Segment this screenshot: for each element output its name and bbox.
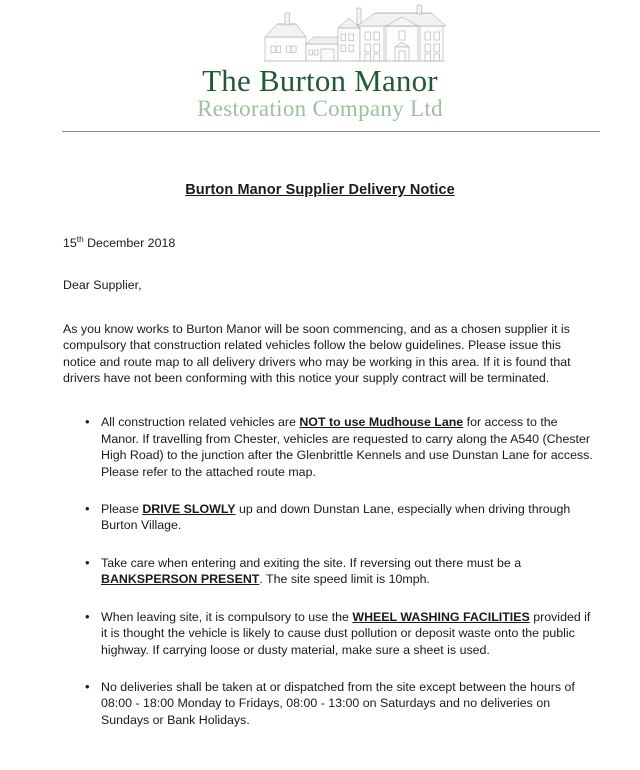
company-tagline: Restoration Company Ltd	[197, 96, 443, 121]
text-run: up and down Dunstan Lane, especially when driving through Burton Village.	[101, 502, 571, 533]
text-run: Please	[101, 502, 143, 517]
salutation: Dear Supplier,	[63, 278, 142, 293]
text-run: Take care when entering and exiting the site. If reversing out there must be a	[101, 555, 522, 570]
header-divider	[62, 131, 600, 132]
emphasised-phrase: WHEEL WASHING FACILITIES	[352, 609, 530, 624]
manor-house-line-drawing-icon	[259, 4, 449, 66]
date-day: 15	[63, 236, 77, 250]
guideline-text	[101, 680, 575, 727]
company-logo	[190, 4, 450, 121]
page-title: Burton Manor Supplier Delivery Notice	[185, 182, 455, 198]
text-run: for access to the Manor. If travelling from Chester, vehicles are requested to carry along the A540 (Chester High Road) to the junction after the Glenbrittle Kennels and use Dunstan Lane for access. Please refer to the attached route map.	[101, 415, 593, 479]
bullet-marker-icon: •	[85, 678, 90, 694]
bullet-marker-icon: •	[85, 554, 90, 570]
guideline-text	[101, 415, 593, 478]
document-body	[0, 176, 640, 728]
guideline-item-mudhouse-lane-restriction	[0, 414, 640, 480]
intro-paragraph: As you know works to Burton Manor will be soon commencing, and as a chosen supplier it is compulsory that construction related vehicles follow the below guidelines. Please issue this notice and route map to all delivery drivers who may be working in this area. If it is found that drivers have not been conforming with this notice your supply contract will be terminated.	[63, 321, 571, 386]
emphasised-phrase: BANKSPERSON PRESENT	[101, 572, 260, 587]
text-run: All construction related vehicles are	[101, 415, 300, 430]
bullet-marker-icon: •	[85, 608, 90, 624]
guideline-text	[101, 610, 590, 657]
letterhead	[0, 0, 640, 121]
text-run: No deliveries shall be taken at or dispatched from the site except between the hours of 08:00 - 18:00 Monday to Fridays, 08:00 - 13:00 on Saturdays and no deliveries on Sundays or Bank Holidays.	[101, 679, 575, 727]
company-name: The Burton Manor	[202, 63, 438, 98]
text-run: . The site speed limit is 10mph.	[259, 572, 430, 587]
letter-date	[0, 235, 640, 251]
emphasised-phrase: DRIVE SLOWLY	[142, 502, 236, 517]
guideline-item-wheel-washing-facilities	[0, 609, 640, 658]
date-ordinal: th	[76, 234, 84, 244]
text-run: provided if it is thought the vehicle is likely to cause dust pollution or deposit waste onto the public highway. If carrying loose or dusty material, make sure a sheet is used.	[101, 609, 591, 657]
emphasised-phrase: NOT to use Mudhouse Lane	[299, 415, 464, 430]
text-run: When leaving site, it is compulsory to use the	[101, 609, 353, 624]
guideline-item-delivery-hours	[0, 679, 640, 728]
bullet-marker-icon: •	[85, 414, 90, 430]
guideline-text	[101, 502, 570, 532]
date-rest: December 2018	[83, 236, 176, 250]
guidelines-list	[0, 414, 640, 728]
bullet-marker-icon: •	[85, 501, 90, 517]
guideline-item-banksperson-present	[0, 555, 640, 588]
guideline-text	[101, 556, 521, 586]
guideline-item-drive-slowly	[0, 501, 640, 534]
